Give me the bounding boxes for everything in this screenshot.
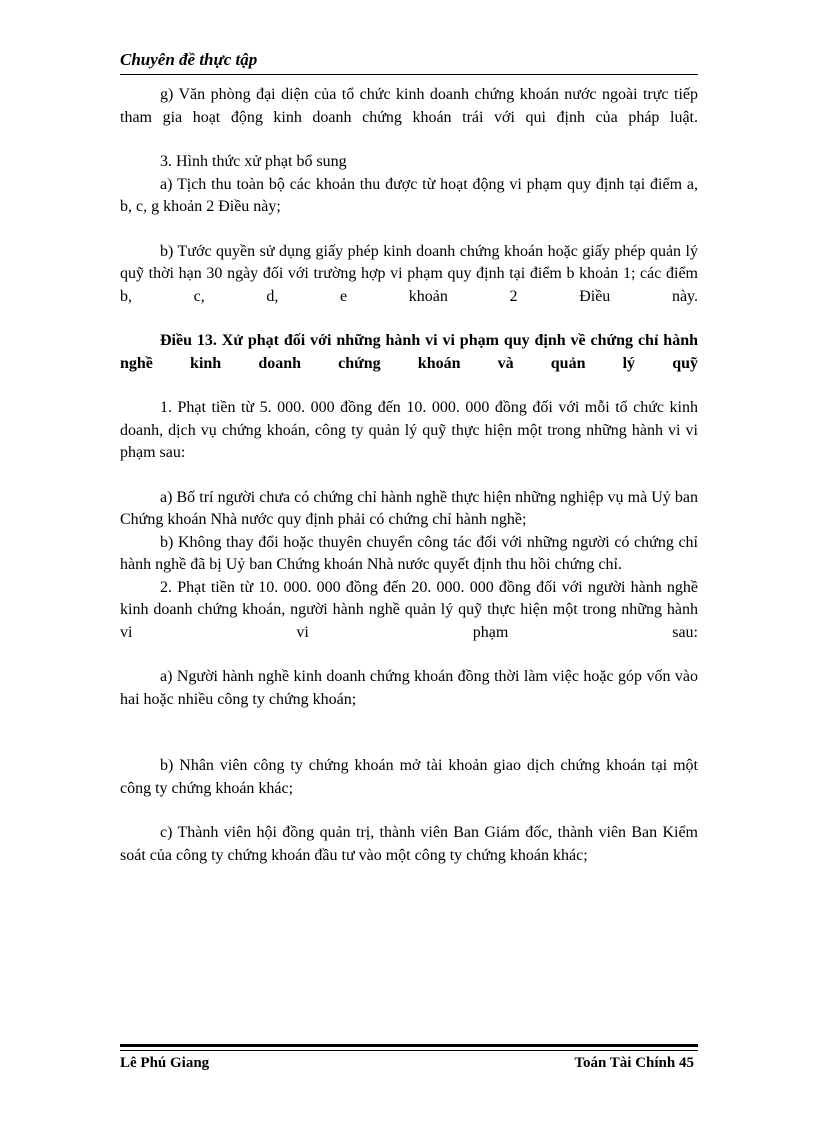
paragraph-additional-penalties-heading: 3. Hình thức xử phạt bổ sung xyxy=(160,153,347,170)
paragraph-c-board-investment: c) Thành viên hội đồng quản trị, thành viên Ban Giám đốc, thành viên Ban Kiểm soát của công ty chứng khoán đầu tư vào một công ty chứng khoán khác; xyxy=(120,824,698,864)
paragraph-a-multiple-companies: a) Người hành nghề kinh doanh chứng khoán đồng thời làm việc hoặc góp vốn vào hai hoặc nhiều công ty chứng khoán; xyxy=(120,668,698,708)
footer-divider-thick xyxy=(120,1044,698,1047)
paragraph-g-representative-office: g) Văn phòng đại diện của tổ chức kinh doanh chứng khoán nước ngoài trực tiếp tham gia hoạt động kinh doanh chứng khoán trái với qui định của pháp luật. xyxy=(120,86,698,126)
paragraph-b-employee-account: b) Nhân viên công ty chứng khoán mở tài khoản giao dịch chứng khoán tại một công ty chứng khoán khác; xyxy=(120,757,698,797)
article-13-heading: Điều 13. Xử phạt đối với những hành vi vi phạm quy định về chứng chỉ hành nghề kinh doanh chứng khoán và quản lý quỹ xyxy=(120,332,698,372)
header-title: Chuyên đề thực tập xyxy=(120,50,258,69)
paragraph-a-confiscation: a) Tịch thu toàn bộ các khoản thu được từ hoạt động vi phạm quy định tại điểm a, b, c, g khoản 2 Điều này; xyxy=(120,175,698,215)
header-divider xyxy=(120,74,698,75)
paragraph-2-fine-individuals: 2. Phạt tiền từ 10. 000. 000 đồng đến 20. 000. 000 đồng đối với người hành nghề kinh doanh chứng khoán, người hành nghề quản lý quỹ thực hiện một trong những hành vi vi phạm sau: xyxy=(120,578,698,641)
paragraph-a-unlicensed-staff: a) Bố trí người chưa có chứng chỉ hành nghề thực hiện những nghiệp vụ mà Uỷ ban Chứng khoán Nhà nước quy định phải có chứng chỉ hành nghề; xyxy=(120,488,698,528)
document-body xyxy=(120,84,698,867)
paragraph-b-no-reassignment: b) Không thay đổi hoặc thuyên chuyển công tác đối với những người có chứng chỉ hành nghề đã bị Uỷ ban Chứng khoán Nhà nước quyết định thu hồi chứng chỉ. xyxy=(120,533,698,573)
footer-class-label: Toán Tài Chính 45 xyxy=(574,1055,694,1071)
paragraph-1-fine-organizations: 1. Phạt tiền từ 5. 000. 000 đồng đến 10. 000. 000 đồng đối với mỗi tổ chức kinh doanh, dịch vụ chứng khoán, công ty quản lý quỹ thực hiện một trong những hành vi vi phạm sau: xyxy=(120,399,698,461)
paragraph-b-license-revocation: b) Tước quyền sử dụng giấy phép kinh doanh chứng khoán hoặc giấy phép quản lý quỹ thời hạn 30 ngày đối với trường hợp vi phạm quy định tại điểm b khoản 1; các điểm b, c, d, e khoản 2 Điều này. xyxy=(120,242,698,305)
footer-divider-thin xyxy=(120,1050,698,1051)
footer-author: Lê Phú Giang xyxy=(120,1055,210,1071)
